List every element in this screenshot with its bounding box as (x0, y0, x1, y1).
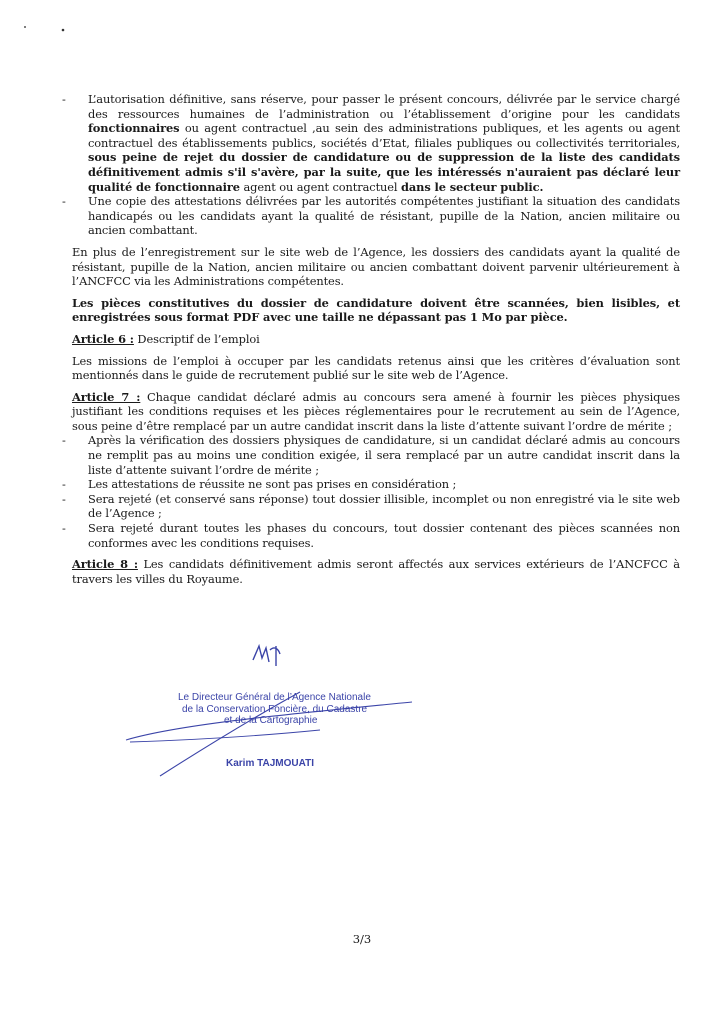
article-6-label: Article 6 : (72, 331, 134, 346)
article-7-item: - Après la vérification des dossiers physiques de candidature, si un candidat déclaré admis au concours ne remplit pas au moins une condition exigée, il sera remplacé par un autre candidat inscrit dans la liste d’attente suivant l’ordre de mérite ; (72, 433, 680, 477)
article-6-title: Descriptif de l’emploi (133, 331, 260, 346)
handwritten-initials (250, 640, 286, 670)
article-8-paragraph (72, 557, 680, 586)
stamp-text (178, 692, 418, 769)
article-6-body: Les missions de l’emploi à occuper par les candidats retenus ainsi que les critères d’évaluation sont mentionnés dans le guide de recrutement publié sur le site web de l’Agence. (72, 353, 680, 383)
page-number: 3/3 (352, 932, 372, 946)
stamp-line: de la Conservation Foncière, du Cadastre (182, 703, 368, 715)
text-segment: fonctionnaires (88, 121, 180, 136)
text-segment: agent ou agent contractuel (239, 179, 401, 194)
article-7-list (72, 433, 680, 550)
article-8-label: Article 8 : (72, 557, 138, 572)
stamp-line: Le Directeur Général de l’Agence Nationale (178, 692, 371, 703)
text-segment: L’autorisation définitive, sans réserve, pour passer le présent concours, délivrée par le service chargé des ressources humaines de l’administration ou l’établissement d’origine pour les candidats (88, 92, 680, 121)
signatory-name: Karim TAJMOUATI (226, 758, 314, 769)
article-7-item: - Sera rejeté (et conservé sans réponse) tout dossier illisible, incomplet ou non enregistré via le site web de l’Agence ; (72, 492, 680, 521)
scan-specks (0, 0, 724, 60)
stamp-line: et de la Cartographie (224, 715, 318, 726)
article-7-body: Chaque candidat déclaré admis au concours sera amené à fournir les pièces physiques justifiant les conditions requises et les pièces réglementaires pour le recrutement au sein de l’Agence, sous peine d’être remplacé par un autre candidat inscrit dans la liste d’attente suivant l’ordre de mérite ; (72, 389, 680, 433)
article-8-body: Les candidats définitivement admis seront affectés aux services extérieurs de l’ANCFCC à travers les villes du Royaume. (72, 557, 680, 586)
required-document-item (72, 92, 680, 194)
text-segment: ou agent contractuel ,au sein des administrations publiques, et les agents ou agent contractuel des établissements publics, sociétés d’Etat, filiales publiques ou collectivités territoriales, (88, 121, 680, 150)
signature-stamp (120, 684, 440, 784)
document-body (72, 92, 680, 586)
article-7-item: - Sera rejeté durant toutes les phases du concours, tout dossier contenant des pièces scannées non conformes avec les conditions requises. (72, 521, 680, 550)
text-segment: dans le secteur public. (401, 179, 544, 194)
required-documents-list (72, 92, 680, 238)
article-7-paragraph (72, 390, 680, 434)
article-7-item: - Les attestations de réussite ne sont pas prises en considération ; (72, 477, 680, 492)
text-segment: sous peine de rejet du dossier de candidature ou de suppression de la liste des candidats définitivement admis s'il s'avère, par la suite, que les intéressés n'auraient pas déclaré leur qualité de fonctionnaire (88, 150, 680, 194)
text-segment: Une copie des attestations délivrées par les autorités compétentes justifiant la situation des candidats handicapés ou les candidats ayant la qualité de résistant, pupille de la Nation, ancien militaire ou ancien combattant. (88, 194, 680, 238)
required-document-item (72, 194, 680, 238)
article-6-heading (72, 332, 680, 347)
agency-paragraph: En plus de l’enregistrement sur le site web de l’Agence, les dossiers des candidats ayant la qualité de résistant, pupille de la Nation, ancien militaire ou ancien combattant doivent parvenir ultérieurement à l’ANCFCC via les Administrations compétentes. (72, 244, 680, 289)
article-7-label: Article 7 : (72, 389, 141, 404)
scan-requirements-paragraph: Les pièces constitutives du dossier de candidature doivent être scannées, bien lisibles, et enregistrées sous format PDF avec une taille ne dépassant pas 1 Mo par pièce. (72, 295, 680, 325)
